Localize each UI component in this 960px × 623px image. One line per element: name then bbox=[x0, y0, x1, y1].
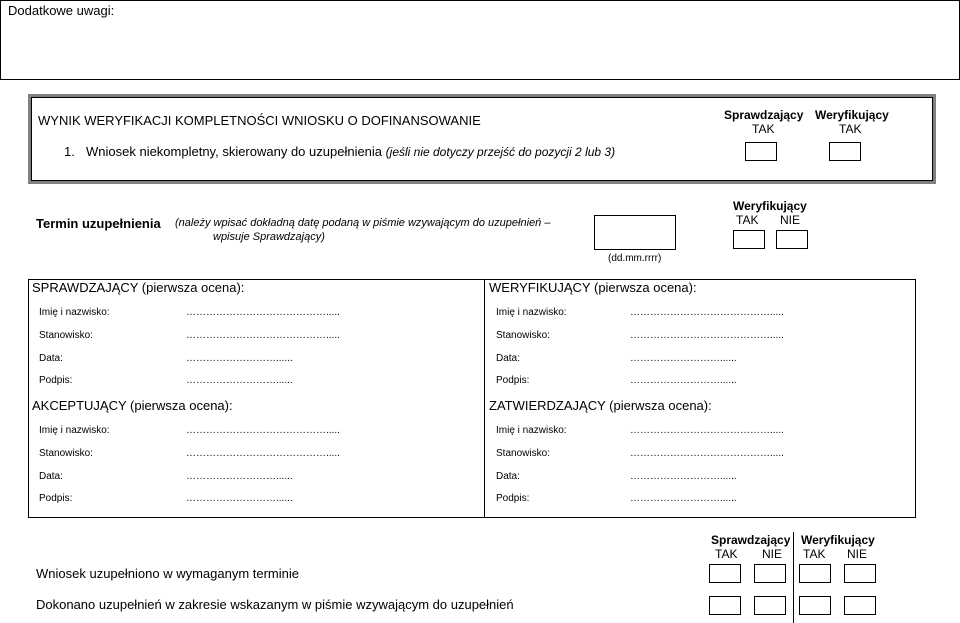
checkbox-row2-weryfikujacy-tak[interactable] bbox=[799, 596, 831, 615]
checkbox-deadline-tak[interactable] bbox=[733, 230, 765, 249]
bottom-tak-1: TAK bbox=[715, 547, 738, 561]
sprawdzajacy-signature-field[interactable]: ………………………...... bbox=[186, 375, 293, 386]
item-number: 1. bbox=[64, 144, 75, 159]
checkbox-row1-sprawdzajacy-tak[interactable] bbox=[709, 564, 741, 583]
weryfikujacy-signature-field[interactable]: ………………………...... bbox=[630, 375, 737, 386]
weryfikujacy-name-label: Imię i nazwisko: bbox=[496, 307, 567, 318]
weryfikujacy-heading: WERYFIKUJĄCY (pierwsza ocena): bbox=[489, 280, 697, 295]
akceptujacy-position-field[interactable]: ……………………………………..... bbox=[186, 448, 340, 459]
weryfikujacy-date-field[interactable]: ………………………...... bbox=[630, 353, 737, 364]
akceptujacy-date-label: Data: bbox=[39, 471, 63, 482]
zatwierdzajacy-heading: ZATWIERDZAJĄCY (pierwsza ocena): bbox=[489, 398, 712, 413]
verification-col-weryfikujacy: Weryfikujący bbox=[815, 108, 889, 122]
verification-title: WYNIK WERYFIKACJI KOMPLETNOŚCI WNIOSKU O DOFINANSOWANIE bbox=[38, 113, 481, 128]
zatwierdzajacy-date-label: Data: bbox=[496, 471, 520, 482]
zatwierdzajacy-signature-field[interactable]: ………………………...... bbox=[630, 493, 737, 504]
verification-col-sprawdzajacy: Sprawdzający bbox=[724, 108, 804, 122]
weryfikujacy-name-field[interactable]: ……………………………………..... bbox=[630, 307, 784, 318]
checkbox-row1-sprawdzajacy-nie[interactable] bbox=[754, 564, 786, 583]
zatwierdzajacy-name-field[interactable]: ……………………………………..... bbox=[630, 425, 784, 436]
akceptujacy-position-label: Stanowisko: bbox=[39, 448, 93, 459]
bottom-col-sprawdzajacy: Sprawdzający bbox=[711, 533, 791, 547]
checkbox-weryfikujacy-tak[interactable] bbox=[829, 142, 861, 161]
sprawdzajacy-date-label: Data: bbox=[39, 353, 63, 364]
weryfikujacy-signature-label: Podpis: bbox=[496, 375, 530, 386]
bottom-tak-2: TAK bbox=[803, 547, 826, 561]
checkbox-deadline-nie[interactable] bbox=[776, 230, 808, 249]
sprawdzajacy-name-label: Imię i nazwisko: bbox=[39, 307, 110, 318]
sprawdzajacy-position-label: Stanowisko: bbox=[39, 330, 93, 341]
bottom-row2-label: Dokonano uzupełnień w zakresie wskazanym w piśmie wzywającym do uzupełnień bbox=[36, 597, 514, 612]
sprawdzajacy-position-field[interactable]: ……………………………………..... bbox=[186, 330, 340, 341]
bottom-nie-2: NIE bbox=[847, 547, 868, 561]
zatwierdzajacy-position-label: Stanowisko: bbox=[496, 448, 550, 459]
bottom-divider bbox=[793, 532, 794, 623]
bottom-row1-label: Wniosek uzupełniono w wymaganym terminie bbox=[36, 566, 300, 581]
checkbox-row2-sprawdzajacy-nie[interactable] bbox=[754, 596, 786, 615]
verification-tak-2: TAK bbox=[839, 122, 862, 136]
checkbox-sprawdzajacy-tak[interactable] bbox=[745, 142, 777, 161]
deadline-note-line2: wpisuje Sprawdzający) bbox=[213, 231, 325, 243]
item-text-main: Wniosek niekompletny, skierowany do uzupełnienia bbox=[86, 144, 383, 159]
deadline-note-line1: (należy wpisać dokładną datę podaną w piśmie wzywającym do uzupełnień – bbox=[175, 217, 551, 229]
akceptujacy-heading: AKCEPTUJĄCY (pierwsza ocena): bbox=[32, 398, 233, 413]
bottom-col-weryfikujacy: Weryfikujący bbox=[801, 533, 875, 547]
deadline-col-weryfikujacy: Weryfikujący bbox=[733, 199, 807, 213]
remarks-label: Dodatkowe uwagi: bbox=[8, 3, 115, 18]
deadline-tak: TAK bbox=[736, 213, 759, 227]
checkbox-row2-weryfikujacy-nie[interactable] bbox=[844, 596, 876, 615]
akceptujacy-signature-field[interactable]: ………………………...... bbox=[186, 493, 293, 504]
item-text-note: (jeśli nie dotyczy przejść do pozycji 2 lub 3) bbox=[385, 145, 616, 159]
weryfikujacy-position-field[interactable]: ……………………………………..... bbox=[630, 330, 784, 341]
checkbox-row1-weryfikujacy-nie[interactable] bbox=[844, 564, 876, 583]
zatwierdzajacy-name-label: Imię i nazwisko: bbox=[496, 425, 567, 436]
deadline-date-input[interactable] bbox=[594, 215, 676, 250]
checkbox-row1-weryfikujacy-tak[interactable] bbox=[799, 564, 831, 583]
sprawdzajacy-heading: SPRAWDZAJĄCY (pierwsza ocena): bbox=[32, 280, 245, 295]
deadline-label: Termin uzupełnienia bbox=[36, 216, 161, 231]
bottom-nie-1: NIE bbox=[762, 547, 783, 561]
akceptujacy-name-label: Imię i nazwisko: bbox=[39, 425, 110, 436]
verification-tak-1: TAK bbox=[752, 122, 775, 136]
remarks-box[interactable] bbox=[0, 0, 960, 80]
item-text bbox=[86, 144, 615, 159]
zatwierdzajacy-position-field[interactable]: ……………………………………..... bbox=[630, 448, 784, 459]
deadline-nie: NIE bbox=[780, 213, 801, 227]
akceptujacy-date-field[interactable]: ………………………...... bbox=[186, 471, 293, 482]
akceptujacy-signature-label: Podpis: bbox=[39, 493, 73, 504]
deadline-date-format: (dd.mm.rrrr) bbox=[608, 253, 662, 264]
weryfikujacy-position-label: Stanowisko: bbox=[496, 330, 550, 341]
akceptujacy-name-field[interactable]: ……………………………………..... bbox=[186, 425, 340, 436]
weryfikujacy-date-label: Data: bbox=[496, 353, 520, 364]
zatwierdzajacy-date-field[interactable]: ………………………...... bbox=[630, 471, 737, 482]
sprawdzajacy-name-field[interactable]: ……………………………………..... bbox=[186, 307, 340, 318]
checkbox-row2-sprawdzajacy-tak[interactable] bbox=[709, 596, 741, 615]
sprawdzajacy-date-field[interactable]: ………………………...... bbox=[186, 353, 293, 364]
sprawdzajacy-signature-label: Podpis: bbox=[39, 375, 73, 386]
zatwierdzajacy-signature-label: Podpis: bbox=[496, 493, 530, 504]
